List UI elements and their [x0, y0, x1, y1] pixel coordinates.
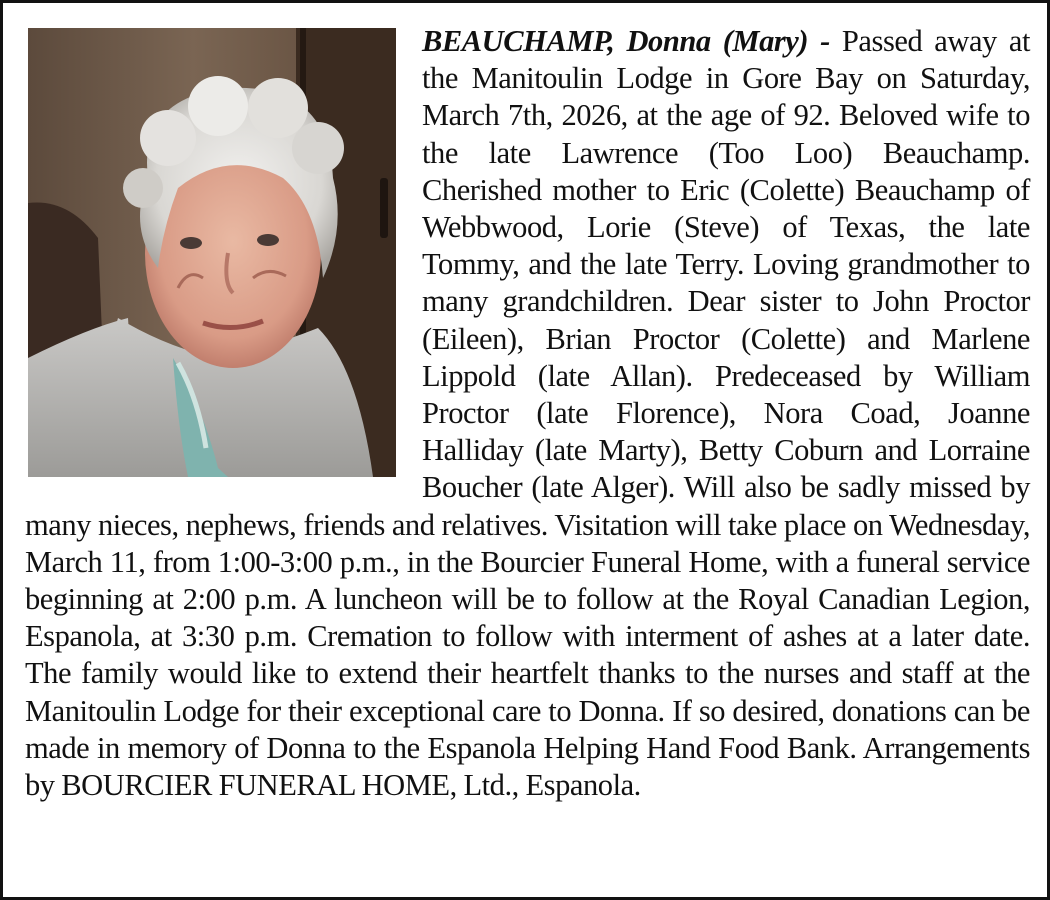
photo-spacer — [25, 23, 422, 475]
obituary-body: Passed away at the Manitoulin Lodge in Gore Bay on Saturday, March 7th, 2026, at the age of 92. Beloved wife to the late Lawrence (Too Loo) Beauchamp. Cherished mother to Eric (Colette) Beauchamp of Webbwood, Lorie (Steve) of Texas, the late Tommy, and the late Terry. Loving grandmother to many grandchildren. Dear sister to John Proctor (Eileen), Brian Proctor (Colette) and Marlene Lippold (late Allan). Predeceased by William Proctor (late Florence), Nora Coad, Joanne Halliday (late Marty), Betty Coburn and Lorraine Boucher (late Alger). Will also be sadly missed by many nieces, nephews, friends and relatives. Visitation will take place on Wednesday, March 11, from 1:00-3:00 p.m., in the Bourcier Funeral Home, with a funeral service beginning at 2:00 p.m. A luncheon will be to follow at the Royal Canadian Legion, Espanola, at 3:30 p.m. Cremation to follow with interment of ashes at a later date. The family would like to extend their heartfelt thanks to the nurses and staff at the Manitoulin Lodge for their exceptional care to Donna. If so desired, donations can be made in memory of Donna to the Espanola Helping Hand Food Bank. Arrangements by BOURCIER FUNERAL HOME, Ltd., Espanola. — [25, 24, 1031, 803]
deceased-name: BEAUCHAMP, Donna (Mary) - — [422, 24, 830, 58]
obituary-text — [25, 23, 1030, 804]
